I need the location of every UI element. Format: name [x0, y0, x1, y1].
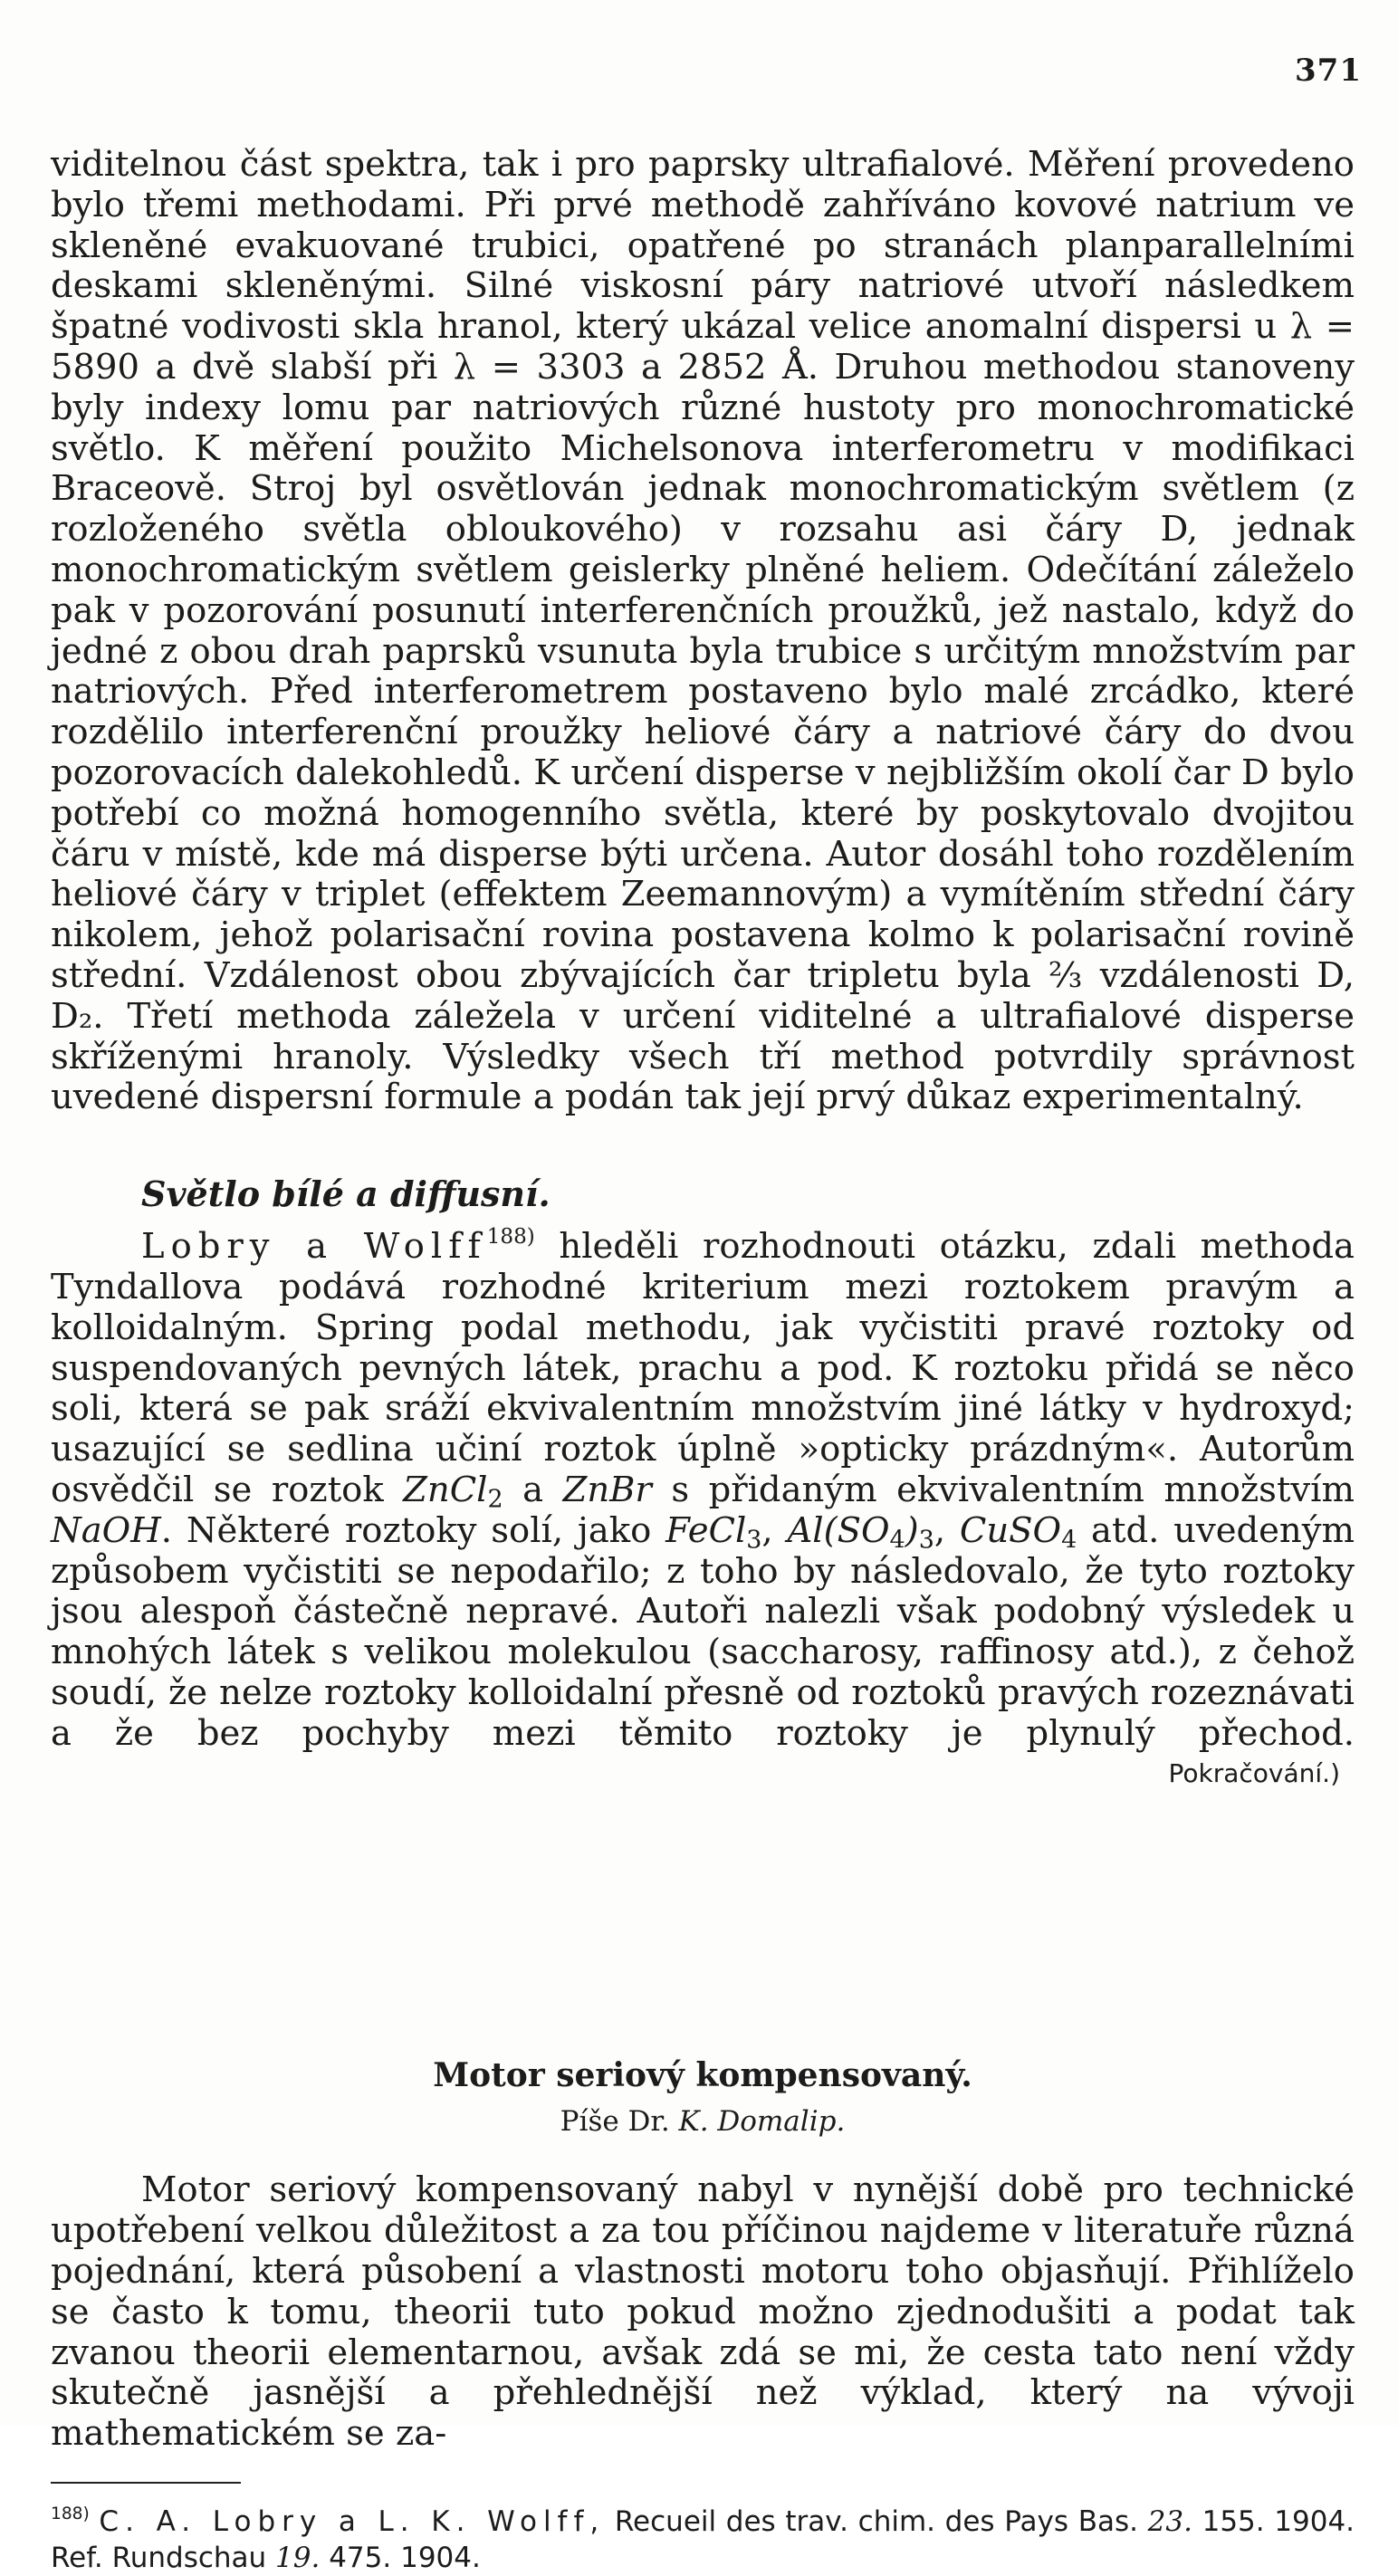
subscript: 3 — [918, 1526, 934, 1555]
footnote-divider — [51, 2482, 241, 2484]
article-byline — [51, 2105, 1355, 2138]
byline-author: K. Domalip. — [678, 2105, 846, 2139]
text-segment: hleděli rozhodnouti otázku, zdali methoda Tyndallova podává rozhodné kriterium mezi roztokem pravým a kolloidalným. Spring podal methodu, jak vyčistiti pravé roztoky od suspendovaných pevných látek, prachu a pod. K roztoku přidá se něco soli, která se pak sráží ekvivalentním množstvím jiné látky v hydroxyd; usazující se sedlina učiní roztok úplně »opticky prázdným«. Autorům osvědčil se roztok — [51, 1226, 1355, 1510]
page-content — [51, 145, 1355, 2576]
subscript: 4 — [889, 1526, 905, 1555]
subscript: 4 — [1061, 1526, 1077, 1555]
text-segment: a — [503, 1469, 563, 1510]
footnote-text: 155. 1904. Ref. Rundschau — [51, 2505, 1355, 2575]
authors-name: Lobry a Wolff — [141, 1226, 487, 1268]
chemical-formula: ) — [905, 1509, 919, 1551]
chemical-formula: ZnBr — [562, 1469, 652, 1510]
lobry-wolff-paragraph — [51, 1224, 1355, 1754]
continued-note: Pokračování.) — [1168, 1758, 1340, 1789]
spectrum-dispersion-paragraph — [51, 145, 1355, 1118]
text-segment: , — [761, 1509, 788, 1551]
byline-prefix: Píše Dr. — [560, 2105, 679, 2139]
chemical-formula: ZnCl — [403, 1469, 488, 1510]
paragraph-text: viditelnou část spektra, tak i pro paprsky ultrafialové. Měření provedeno bylo třemi methodami. Při prvé methodě zahříváno kovové natrium ve skleněné evakuované trubici, opatřené po stranách planparallelními deskami skleněnými. Silné viskosní páry natriové utvoří následkem špatné vodivosti skla hranol, který ukázal velice anomalní dispersi u λ = 5890 a dvě slabší při λ = 3303 a 2852 Å. Druhou methodou stanoveny byly indexy lomu par natriových různé hustoty pro monochromatické světlo. K měření použito Michelsonova interferometru v modifikaci Braceově. Stroj byl osvětlován jednak monochromatickým světlem (z rozloženého světla obloukového) v rozsahu asi čáry D, jednak monochromatickým světlem geislerky plněné heliem. Odečítání záleželo pak v pozorování posunutí interferenčních proužků, jež nastalo, když do jedné z obou drah paprsků vsunuta byla trubice s určitým množstvím par natriových. Před interferometrem postaveno bylo malé zrcádko, které rozdělilo interferenční proužky heliové čáry a natriové čáry do dvou pozorovacích dalekohledů. K určení disperse v nejbližším okolí čar D bylo potřebí co možná homogenního světla, které by poskytovalo dvojitou čáru v místě, kde má disperse býti určena. Autor dosáhl toho rozdělením heliové čáry v triplet (effektem Zeemannovým) a vymítěním střední čáry nikolem, jehož polarisační rovina postavena kolmo k polarisační rovině střední. Vzdálenost obou zbývajících čar tripletu byla — [51, 144, 1355, 996]
text-segment: , — [934, 1509, 960, 1551]
footnote-authors: C. A. Lobry a L. K. Wolff, — [99, 2505, 606, 2539]
text-segment: s přidaným ekvivalentním množstvím — [651, 1469, 1355, 1510]
section-heading-white-diffuse-light: Světlo bílé a diffusní. — [141, 1173, 551, 1215]
paragraph-text-end: vzdálenosti D, D₂. Třetí methoda záležela v určení viditelné a ultrafialové disperse skříženými hranoly. Výsledky všech tří method potvrdily správnost uvedené dispersní formule a podán tak její prvý důkaz experimentalný. — [51, 954, 1355, 1118]
page-number: 371 — [1295, 53, 1362, 89]
subscript: 3 — [746, 1526, 762, 1555]
chemical-formula: Al(SO — [787, 1509, 890, 1551]
text-segment: . Některé roztoky solí, jako — [160, 1509, 666, 1551]
footnote-volume: 23. — [1147, 2505, 1192, 2539]
motor-paragraph: Motor seriový kompensovaný nabyl v nynější době pro technické upotřebení velkou důležitost a za tou příčinou najdeme v literatuře různá pojednání, která působení a vlastnosti motoru toho objasňují. Přihlíželo se často k tomu, theorii tuto pokud možno zjednodušiti a podat tak zvanou theorii elementarnou, avšak zdá se mi, že cesta tato není vždy skutečně jasnější a přehlednější než výklad, který na vývoji mathematickém se za- — [51, 2169, 1355, 2455]
subscript: 2 — [487, 1485, 503, 1514]
chemical-formula: FeCl — [665, 1509, 747, 1551]
footnote — [51, 2504, 1355, 2576]
footnote-text: Recueil des trav. chim. des Pays Bas. — [605, 2505, 1148, 2539]
footnote-text: 475. 1904. — [320, 2542, 481, 2575]
footnote-marker: 188) — [51, 2504, 90, 2524]
footnote-volume: 19. — [275, 2542, 321, 2575]
chemical-formula: NaOH — [51, 1509, 161, 1551]
footnote-reference: 188) — [486, 1224, 535, 1249]
article-title: Motor seriový kompensovaný. — [433, 2056, 972, 2095]
chemical-formula: CuSO — [959, 1509, 1062, 1551]
fraction-two-thirds: ⅔ — [1048, 954, 1083, 996]
text-segment: atd. uvedeným způsobem vyčistiti se nepodařilo; z toho by následovalo, že tyto roztoky jsou alespoň částečně nepravé. Autoři nalezli však podobný výsledek u mnohých látek s velikou molekulou (saccharosy, raffinosy atd.), z čehož soudí, že nelze roztoky kolloidalní přesně od roztoků pravých rozeznávati a že bez pochyby mezi těmito roztoky je plynulý přechod. — [51, 1509, 1355, 1754]
